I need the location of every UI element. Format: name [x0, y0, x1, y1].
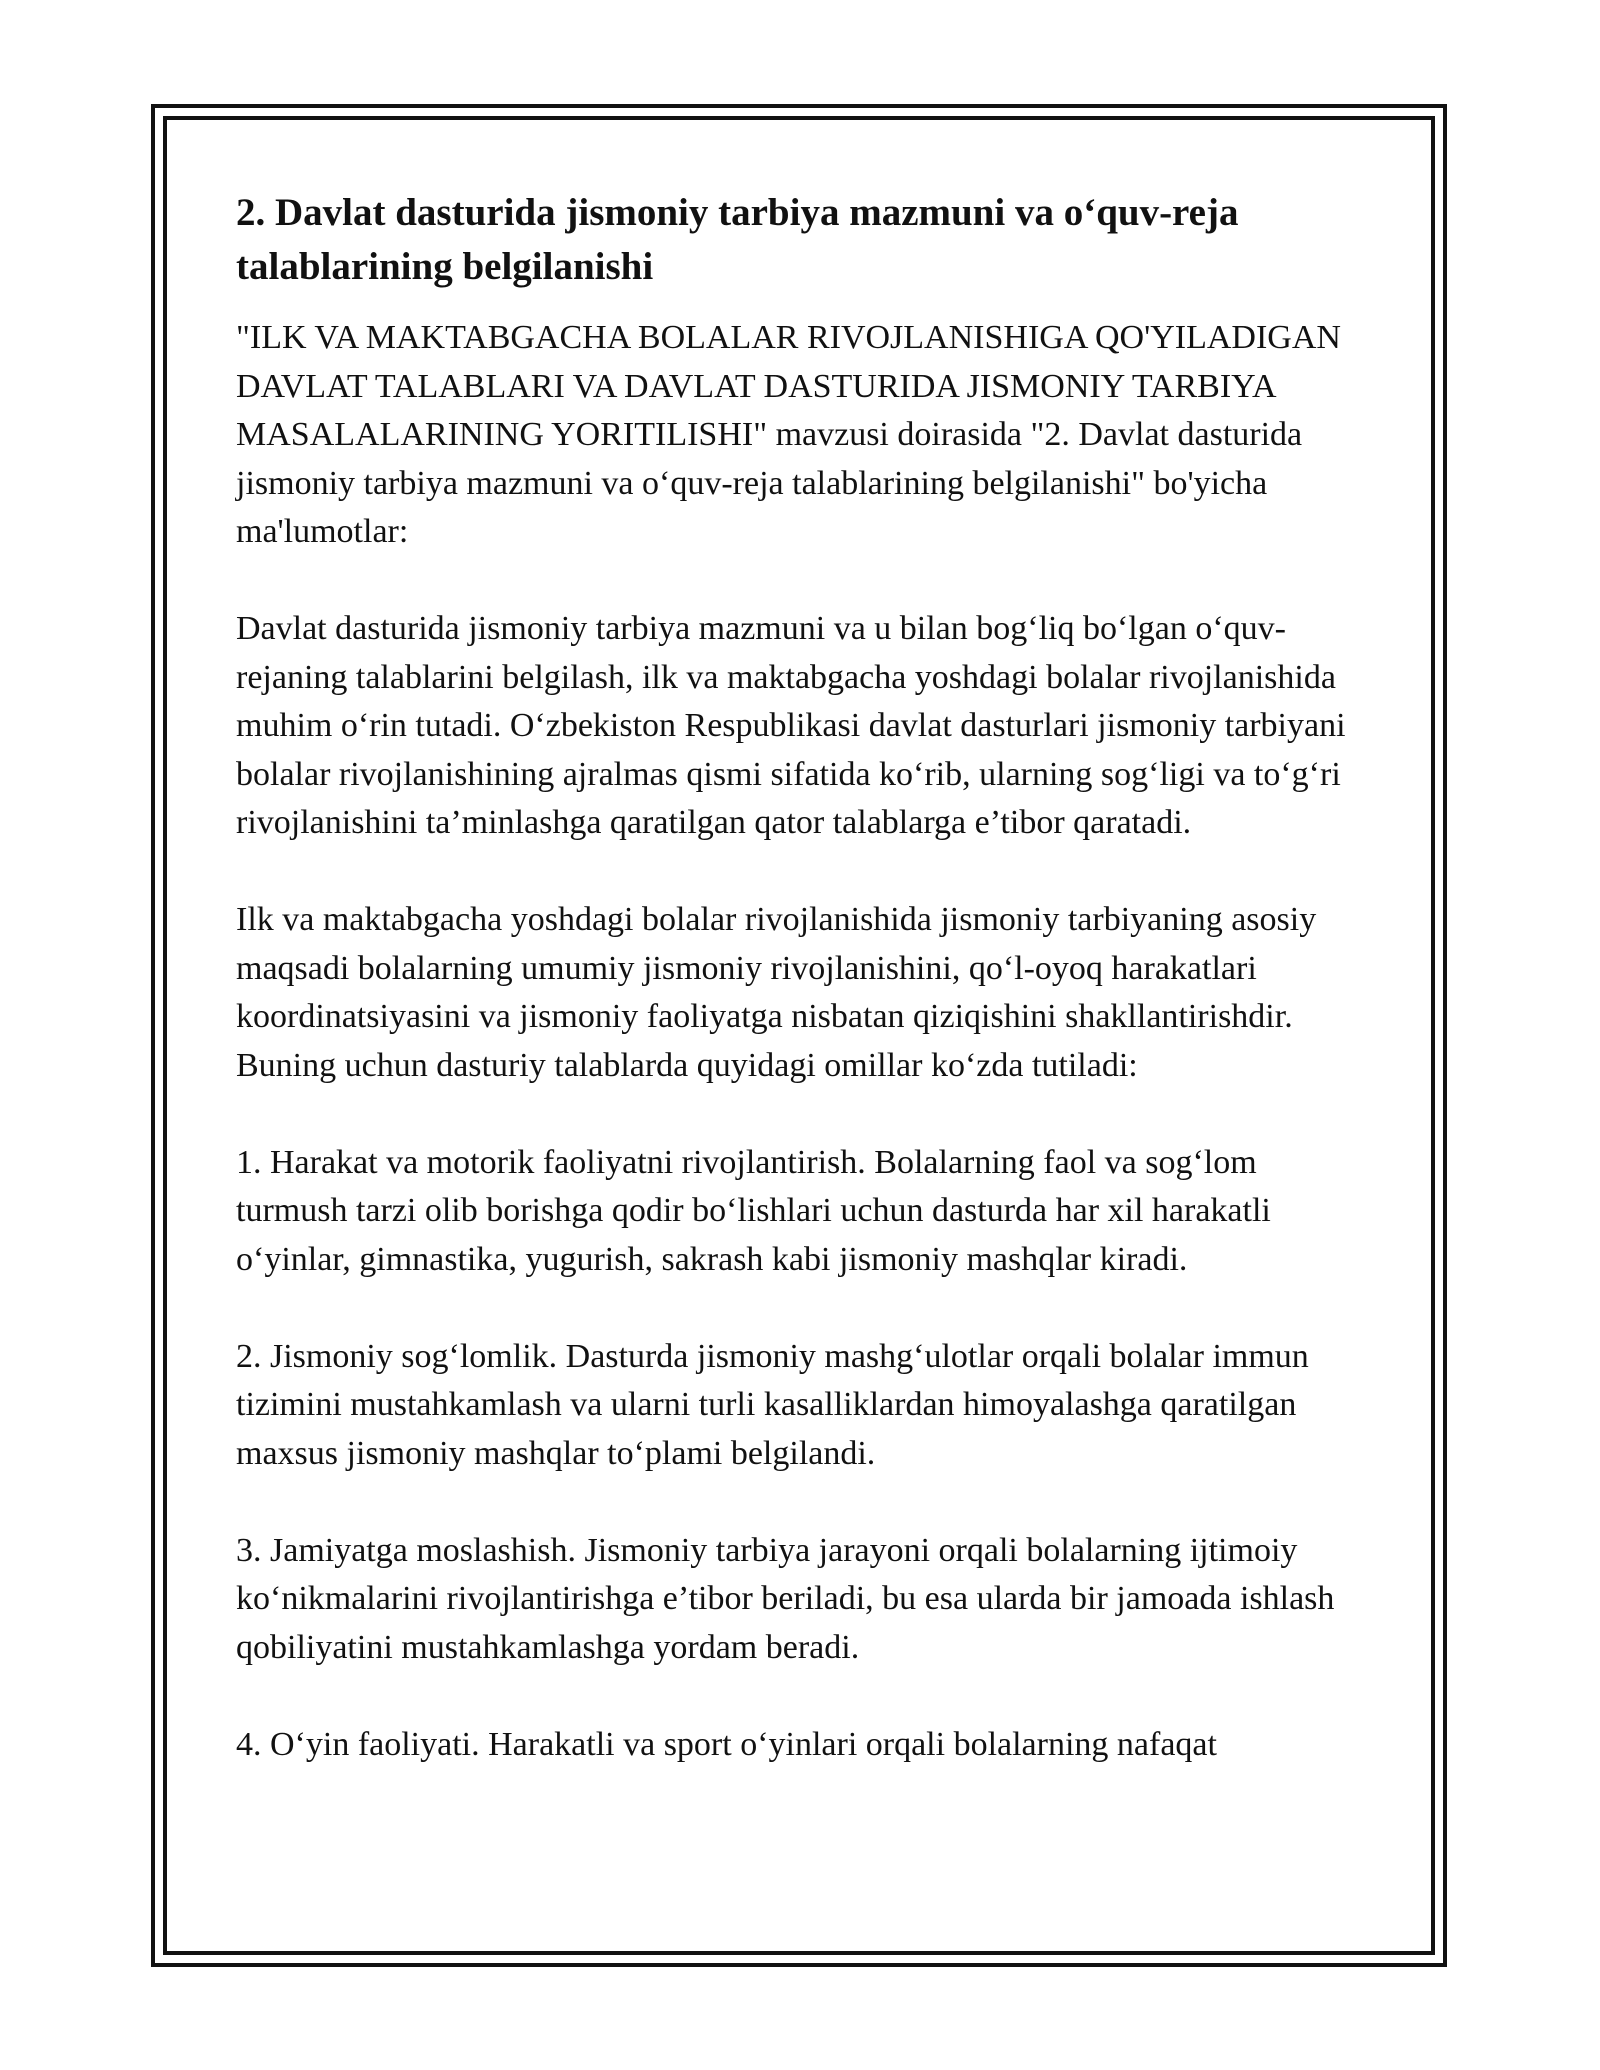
- list-item-paragraph: 3. Jamiyatga moslashish. Jismoniy tarbiya jarayoni orqali bolalarning ijtimoiy ko‘nikmalarini rivojlantirishga e’tibor beriladi, bu esa ularda bir jamoada ishlash qobiliyatini mustahkamlashga yordam beradi.: [236, 1531, 1335, 1666]
- paragraph: Ilk va maktabgacha yoshdagi bolalar rivojlanishida jismoniy tarbiyaning asosiy maqsadi bolalarning umumiy jismoniy rivojlanishini, qo‘l-oyoq harakatlari koordinatsiyasini va jismoniy faoliyatga nisbatan qiziqishini shakllantirishdir. Buning uchun dasturiy talablarda quyidagi omillar ko‘zda tutiladi:: [236, 901, 1317, 1084]
- list-item-paragraph: 2. Jismoniy sog‘lomlik. Dasturda jismoniy mashg‘ulotlar orqali bolalar immun tizimini mustahkamlash va ularni turli kasalliklardan himoyalashga qaratilgan maxsus jismoniy mashqlar to‘plami belgilandi.: [236, 1337, 1309, 1472]
- document-body: [236, 186, 1376, 1818]
- list-item-paragraph: 4. O‘yin faoliyati. Harakatli va sport o‘yinlari orqali bolalarning nafaqat: [236, 1725, 1217, 1763]
- paragraph: Davlat dasturida jismoniy tarbiya mazmuni va u bilan bog‘liq bo‘lgan o‘quv-rejaning talablarini belgilash, ilk va maktabgacha yoshdagi bolalar rivojlanishida muhim o‘rin tutadi. O‘zbekiston Respublikasi davlat dasturlari jismoniy tarbiyani bolalar rivojlanishining ajralmas qismi sifatida ko‘rib, ularning sog‘ligi va to‘g‘ri rivojlanishini ta’minlashga qaratilgan qator talablarga e’tibor qaratadi.: [236, 610, 1346, 841]
- list-item-paragraph: 1. Harakat va motorik faoliyatni rivojlantirish. Bolalarning faol va sog‘lom turmush tarzi olib borishga qodir bo‘lishlari uchun dasturda har xil harakatli o‘yinlar, gimnastika, yugurish, sakrash kabi jismoniy mashqlar kiradi.: [236, 1143, 1271, 1278]
- section-heading: 2. Davlat dasturida jismoniy tarbiya mazmuni va o‘quv-reja talablarining belgilanishi: [236, 191, 1239, 288]
- intro-paragraph: "ILK VA MAKTABGACHA BOLALAR RIVOJLANISHIGA QO'YILADIGAN DAVLAT TALABLARI VA DAVLAT DASTURIDA JISMONIY TARBIYA MASALALARINING YORITILISHI" mavzusi doirasida "2. Davlat dasturida jismoniy tarbiya mazmuni va o‘quv-reja talablarining belgilanishi" bo'yicha ma'lumotlar:: [236, 319, 1341, 550]
